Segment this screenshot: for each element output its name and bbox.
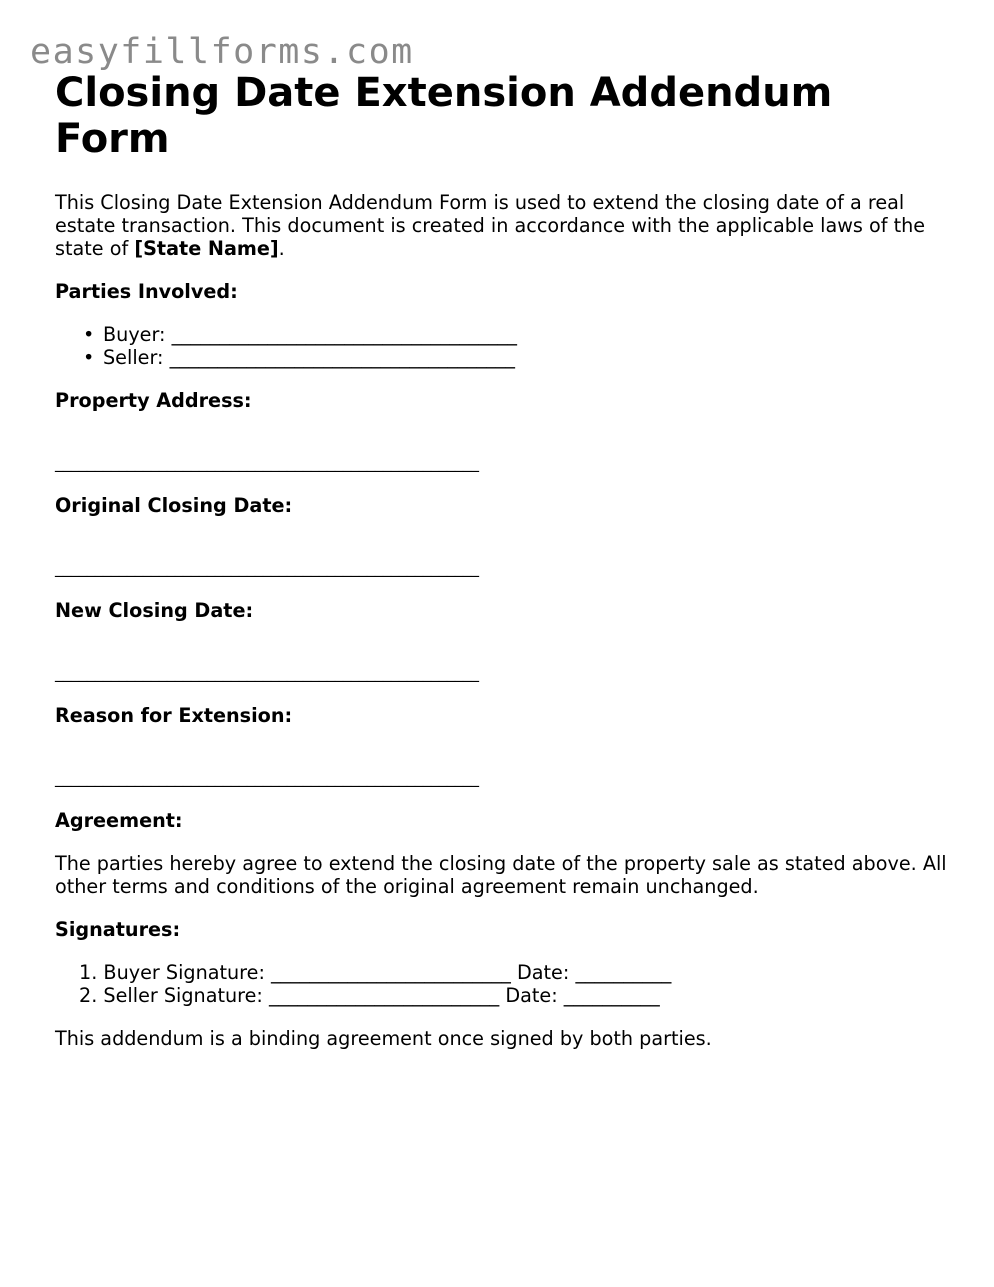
agreement-heading: Agreement: bbox=[55, 809, 183, 832]
buyer-name-field[interactable]: ____________________________________ bbox=[171, 323, 517, 346]
signatures-list bbox=[55, 961, 955, 1007]
property-address-heading: Property Address: bbox=[55, 389, 252, 412]
sig-number: 2. bbox=[79, 984, 98, 1007]
seller-signature-label: Seller Signature: bbox=[103, 984, 263, 1007]
intro-text: This Closing Date Extension Addendum Form is used to extend the closing date of a real estate transaction. This document is created in accordance with the applicable laws of the state of bbox=[55, 191, 926, 260]
party-seller bbox=[103, 346, 955, 369]
closing-statement: This addendum is a binding agreement once signed by both parties. bbox=[55, 1027, 712, 1050]
new-closing-date-field[interactable]: _____________________________________________________ bbox=[55, 663, 479, 682]
seller-signature-field[interactable]: ________________________ bbox=[269, 984, 500, 1007]
property-address-field[interactable]: _____________________________________________________ bbox=[55, 453, 479, 472]
signatures-heading: Signatures: bbox=[55, 918, 181, 941]
seller-signature-item bbox=[79, 984, 955, 1007]
state-name-placeholder: [State Name] bbox=[134, 237, 279, 260]
intro-end: . bbox=[278, 237, 285, 260]
intro-paragraph bbox=[55, 191, 955, 260]
party-buyer-label: Buyer: bbox=[103, 323, 166, 346]
party-buyer bbox=[103, 323, 955, 346]
sig-number: 1. bbox=[79, 961, 98, 984]
original-closing-date-field[interactable]: _____________________________________________________ bbox=[55, 558, 479, 577]
buyer-signature-label: Buyer Signature: bbox=[103, 961, 265, 984]
seller-date-label: Date: bbox=[505, 984, 558, 1007]
original-closing-date-heading: Original Closing Date: bbox=[55, 494, 293, 517]
reason-field[interactable]: _____________________________________________________ bbox=[55, 768, 479, 787]
reason-heading: Reason for Extension: bbox=[55, 704, 293, 727]
buyer-date-field[interactable]: __________ bbox=[575, 961, 672, 984]
document-page bbox=[55, 70, 955, 1050]
parties-heading: Parties Involved: bbox=[55, 280, 238, 303]
page-title: Closing Date Extension Addendum Form bbox=[55, 70, 833, 162]
buyer-date-label: Date: bbox=[517, 961, 570, 984]
party-seller-label: Seller: bbox=[103, 346, 164, 369]
seller-date-field[interactable]: __________ bbox=[563, 984, 660, 1007]
agreement-text: The parties hereby agree to extend the closing date of the property sale as stated above. All other terms and conditions of the original agreement remain unchanged. bbox=[55, 852, 947, 898]
parties-list bbox=[55, 323, 955, 369]
buyer-signature-item bbox=[79, 961, 955, 984]
watermark: easyfillforms.com bbox=[30, 32, 414, 72]
buyer-signature-field[interactable]: _________________________ bbox=[271, 961, 511, 984]
new-closing-date-heading: New Closing Date: bbox=[55, 599, 254, 622]
seller-name-field[interactable]: ____________________________________ bbox=[169, 346, 515, 369]
